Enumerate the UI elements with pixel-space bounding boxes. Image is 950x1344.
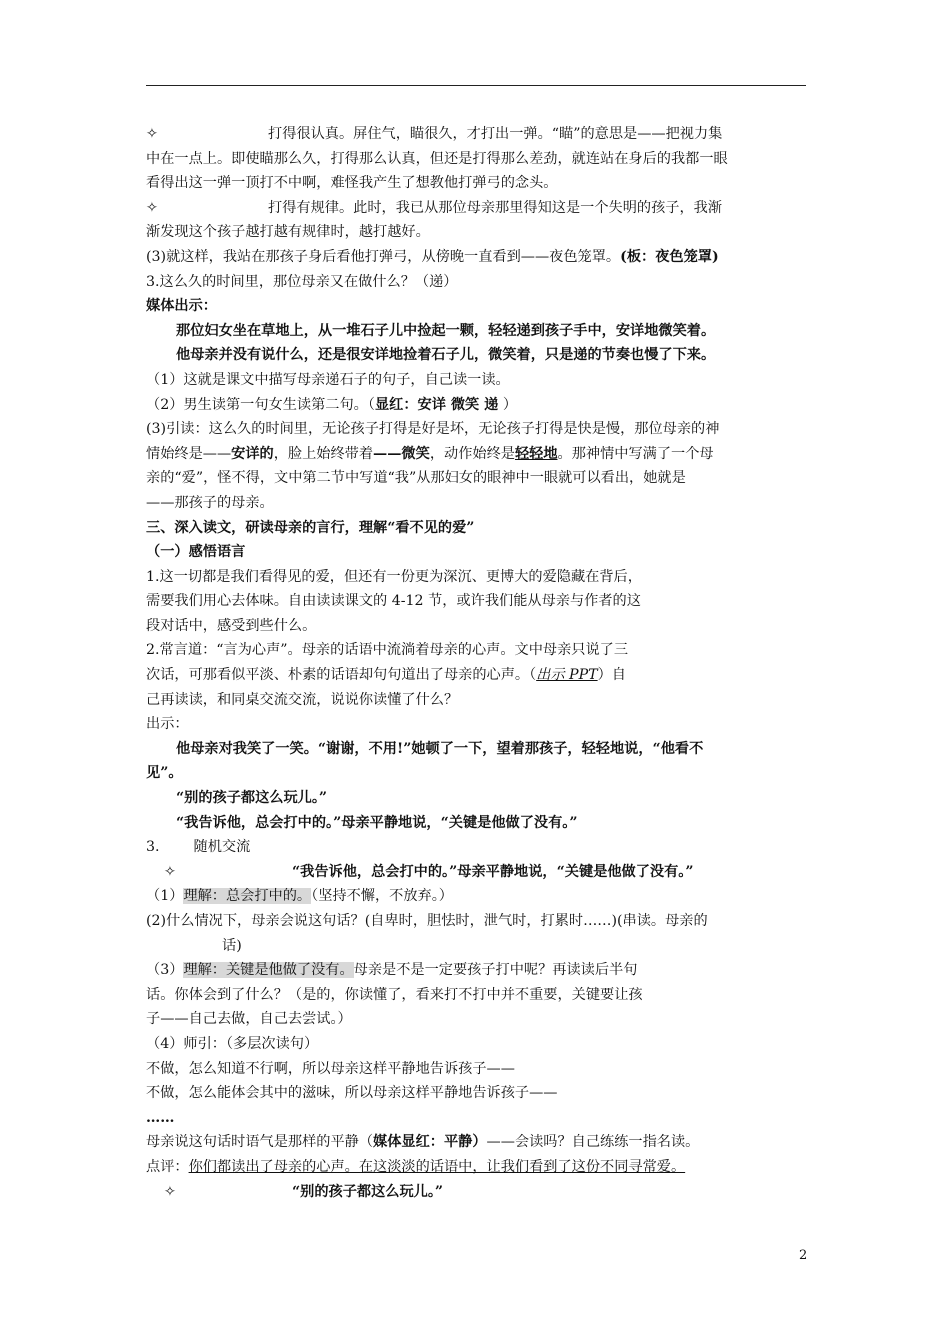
header-rule [146,85,806,86]
diamond-bullet-icon: ✧ [164,1183,176,1200]
paragraph: 3. 随机交流 [146,839,251,856]
paragraph: 母亲说这句话时语气是那样的平静（媒体显红：平静）——会读吗？自己练练一指名读。 [146,1134,700,1151]
paragraph: (2)什么情况下，母亲会说这句话？(自卑时，胆怯时，泄气时，打累时……)(串读。母亲的 [146,913,708,929]
paragraph: 不做，怎么能体会其中的滋味，所以母亲这样平静地告诉孩子—— [146,1085,558,1102]
subsection-heading: （一）感悟语言 [146,544,246,561]
paragraph: 中在一点上。即使瞄那么久，打得那么认真，但还是打得那么差劲，就连站在身后的我都一眼 [146,150,728,167]
paragraph: 己再读读，和同桌交流交流，说说你读懂了什么？ [146,691,459,708]
paragraph: 话) [222,937,242,954]
paragraph: （3）理解：关键是他做了没有。母亲是不是一定要孩子打中呢？再读读后半句 [146,962,638,979]
paragraph: 话。你体会到了什么？（是的，你读懂了，看来打不打中并不重要，关键要让孩 [146,986,643,1003]
paragraph: ✧ “我告诉他，总会打中的。”母亲平静地说，“关键是他做了没有。” [146,860,808,885]
diamond-bullet-icon: ✧ [146,199,158,216]
paragraph: （1）理解：总会打中的。（坚持不懈，不放弃。） [146,888,453,905]
quoted-sentence: 他母亲对我笑了一笑。“谢谢，不用!”她顿了一下，望着那孩子，轻轻地说，“他看不 [176,740,704,757]
quoted-sentence: 那位妇女坐在草地上，从一堆石子儿中捡起一颗，轻轻递到孩子手中，安详地微笑着。 [176,322,716,339]
paragraph: （2）男生读第一句女生读第二句。（显红：安详 微笑 递 ） [146,396,518,413]
paragraph: 不做，怎么知道不行啊，所以母亲这样平静地告诉孩子—— [146,1060,515,1077]
paragraph: ✧ “别的孩子都这么玩儿。” [146,1180,808,1205]
paragraph: 1.这一切都是我们看得见的爱，但还有一份更为深沉、更博大的爱隐藏在背后， [146,568,642,585]
quoted-sentence: 见”。 [146,765,183,782]
quoted-sentence: 他母亲并没有说什么，还是很安详地捡着石子儿，微笑着，只是递的节奏也慢了下来。 [176,347,716,364]
paragraph: 段对话中，感受到些什么。 [146,617,317,634]
paragraph: 亲的“爱”，怪不得，文中第二节中写道“我”从那妇女的眼神中一眼就可以看出，她就是 [146,470,686,487]
diamond-bullet-icon: ✧ [164,863,176,880]
paragraph: ✧ 打得很认真。屏住气，瞄很久，才打出一弹。“瞄”的意思是——把视力集 [146,122,808,147]
paragraph: 看得出这一弹一顶打不中啊，难怪我产生了想教他打弹弓的念头。 [146,175,558,192]
paragraph: 需要我们用心去体味。自由读读课文的 4-12 节，或许我们能从母亲与作者的这 [146,593,641,610]
paragraph: 渐发现这个孩子越打越有规律时，越打越好。 [146,224,430,241]
paragraph: （4）师引：（多层次读句） [146,1035,319,1052]
paragraph: 出示： [146,716,189,733]
paragraph: 3.这么久的时间里，那位母亲又在做什么？（递） [146,273,458,290]
paragraph: 点评：你们都读出了母亲的心声。在这淡淡的话语中，让我们看到了这份不同寻常爱。 [146,1158,686,1175]
paragraph: （1）这就是课文中描写母亲递石子的句子，自己读一读。 [146,371,510,388]
paragraph: ✧ 打得有规律。此时，我已从那位母亲那里得知这是一个失明的孩子，我渐 [146,196,808,221]
paragraph: 次话，可那看似平淡、朴素的话语却句句道出了母亲的心声。（出示 PPT）自 [146,667,626,684]
section-heading: 三、深入读文，研读母亲的言行，理解“看不见的爱” [146,519,475,536]
paragraph: 子——自己去做，自己去尝试。） [146,1011,352,1028]
diamond-bullet-icon: ✧ [146,126,158,142]
paragraph: 情始终是——安详的，脸上始终带着——微笑，动作始终是轻轻地。那神情中写满了一个母 [146,445,714,462]
ellipsis: …… [146,1109,175,1126]
paragraph: (3)就这样，我站在那孩子身后看他打弹弓，从傍晚一直看到——夜色笼罩。(板：夜色笼罩) [146,248,719,265]
paragraph: ——那孩子的母亲。 [146,494,274,511]
media-label: 媒体出示： [146,298,217,315]
document-body [146,122,808,1204]
page-number: 2 [799,1248,808,1263]
paragraph: (3)引读：这么久的时间里，无论孩子打得是好是坏，无论孩子打得是快是慢，那位母亲的神 [146,421,720,438]
quoted-sentence: “别的孩子都这么玩儿。” [176,790,328,807]
quoted-sentence: “我告诉他，总会打中的。”母亲平静地说，“关键是他做了没有。” [176,814,578,831]
paragraph: 2.常言道：“言为心声”。母亲的话语中流淌着母亲的心声。文中母亲只说了三 [146,642,629,659]
